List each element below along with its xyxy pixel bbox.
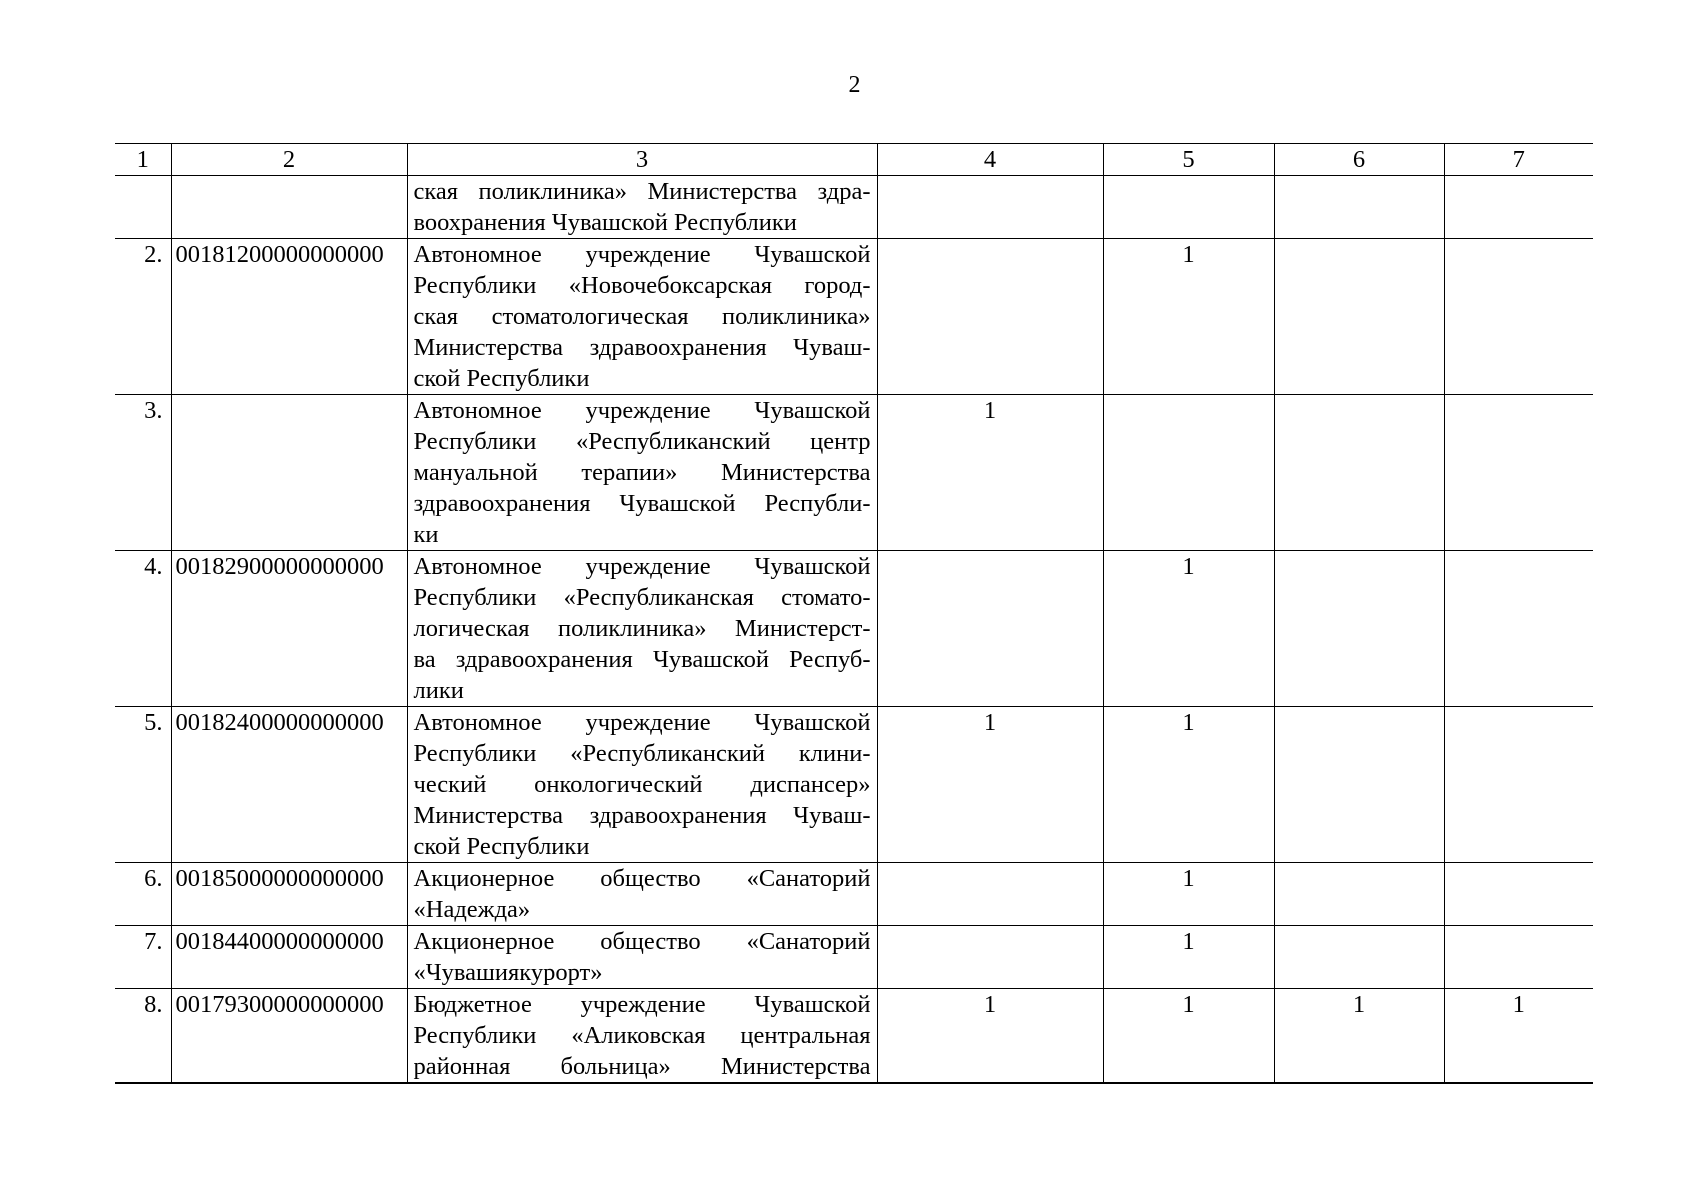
- row-organization-name: [407, 239, 877, 395]
- row-value-col5: [1103, 176, 1274, 239]
- row-value-col7: [1444, 551, 1593, 707]
- name-line: Автономное учреждение Чувашской: [413, 553, 871, 580]
- name-line: воохранения Чувашской Республики: [413, 209, 797, 236]
- row-value-col6: [1274, 395, 1444, 551]
- row-value-col4: [877, 176, 1103, 239]
- row-code: 00181200000000000: [171, 239, 407, 395]
- row-value-col6: 1: [1274, 989, 1444, 1084]
- row-value-col4: 1: [877, 707, 1103, 863]
- row-value-col5: 1: [1103, 707, 1274, 863]
- row-organization-name: [407, 989, 877, 1084]
- name-line: Республики «Республиканский клини-: [413, 740, 871, 767]
- page-number: 2: [848, 72, 861, 98]
- header-cell-7: 7: [1444, 144, 1593, 176]
- row-value-col7: [1444, 176, 1593, 239]
- header-row: [115, 144, 1593, 176]
- name-line: логическая поликлиника» Министерст-: [413, 615, 871, 642]
- row-code: [171, 395, 407, 551]
- row-organization-name: [407, 395, 877, 551]
- name-line: Республики «Новочебоксарская город-: [413, 272, 871, 299]
- name-line: ки: [413, 521, 439, 548]
- name-line: мануальной терапии» Министерства: [413, 459, 871, 486]
- row-value-col5: 1: [1103, 239, 1274, 395]
- header-cell-6: 6: [1274, 144, 1444, 176]
- row-code: [171, 176, 407, 239]
- row-number: 8.: [115, 989, 171, 1084]
- table-row: [115, 989, 1593, 1084]
- row-value-col7: [1444, 707, 1593, 863]
- data-table: [115, 143, 1593, 1084]
- name-line: Республики «Республиканский центр: [413, 428, 871, 455]
- row-value-col6: [1274, 239, 1444, 395]
- name-line: «Чувашиякурорт»: [413, 959, 603, 986]
- row-value-col5: [1103, 395, 1274, 551]
- row-number: 2.: [115, 239, 171, 395]
- header-cell-3: 3: [407, 144, 877, 176]
- row-value-col5: 1: [1103, 551, 1274, 707]
- header-cell-4: 4: [877, 144, 1103, 176]
- row-value-col4: 1: [877, 395, 1103, 551]
- name-line: ческий онкологический диспансер»: [413, 771, 871, 798]
- row-number: 7.: [115, 926, 171, 989]
- row-code: 00182900000000000: [171, 551, 407, 707]
- row-value-col7: [1444, 239, 1593, 395]
- row-organization-name: [407, 863, 877, 926]
- row-value-col7: 1: [1444, 989, 1593, 1084]
- table-row: [115, 395, 1593, 551]
- name-line: ской Республики: [413, 833, 590, 860]
- row-value-col4: [877, 239, 1103, 395]
- header-cell-1: 1: [115, 144, 171, 176]
- row-value-col7: [1444, 926, 1593, 989]
- row-organization-name: [407, 551, 877, 707]
- row-value-col7: [1444, 395, 1593, 551]
- table-row: [115, 551, 1593, 707]
- name-line: ская поликлиника» Министерства здра-: [413, 178, 871, 205]
- row-organization-name: [407, 707, 877, 863]
- row-number: 5.: [115, 707, 171, 863]
- name-line: Министерства здравоохранения Чуваш-: [413, 802, 871, 829]
- name-line: ская стоматологическая поликлиника»: [413, 303, 871, 330]
- table-row: [115, 707, 1593, 863]
- row-value-col4: [877, 926, 1103, 989]
- table-row: [115, 176, 1593, 239]
- row-value-col4: [877, 863, 1103, 926]
- table-row: [115, 863, 1593, 926]
- header-cell-5: 5: [1103, 144, 1274, 176]
- name-line: Бюджетное учреждение Чувашской: [413, 991, 871, 1018]
- row-value-col6: [1274, 176, 1444, 239]
- row-number: 3.: [115, 395, 171, 551]
- row-value-col5: 1: [1103, 863, 1274, 926]
- row-value-col7: [1444, 863, 1593, 926]
- name-line: Автономное учреждение Чувашской: [413, 241, 871, 268]
- row-code: 00185000000000000: [171, 863, 407, 926]
- row-code: 00179300000000000: [171, 989, 407, 1084]
- name-line: лики: [413, 677, 464, 704]
- table-row: [115, 926, 1593, 989]
- name-line: Министерства здравоохранения Чуваш-: [413, 334, 871, 361]
- name-line: Автономное учреждение Чувашской: [413, 397, 871, 424]
- row-number: [115, 176, 171, 239]
- row-value-col5: 1: [1103, 989, 1274, 1084]
- row-value-col5: 1: [1103, 926, 1274, 989]
- row-number: 4.: [115, 551, 171, 707]
- name-line: Республики «Республиканская стомато-: [413, 584, 871, 611]
- name-line: районная больница» Министерства: [413, 1053, 871, 1080]
- name-line: здравоохранения Чувашской Республи-: [413, 490, 871, 517]
- row-value-col6: [1274, 707, 1444, 863]
- row-value-col6: [1274, 926, 1444, 989]
- row-value-col6: [1274, 551, 1444, 707]
- name-line: Акционерное общество «Санаторий: [413, 928, 871, 955]
- name-line: Республики «Аликовская центральная: [413, 1022, 871, 1049]
- row-organization-name: [407, 926, 877, 989]
- row-value-col4: 1: [877, 989, 1103, 1084]
- table-row: [115, 239, 1593, 395]
- name-line: Акционерное общество «Санаторий: [413, 865, 871, 892]
- row-number: 6.: [115, 863, 171, 926]
- row-value-col4: [877, 551, 1103, 707]
- name-line: Автономное учреждение Чувашской: [413, 709, 871, 736]
- row-organization-name: [407, 176, 877, 239]
- row-value-col6: [1274, 863, 1444, 926]
- name-line: ской Республики: [413, 365, 590, 392]
- row-code: 00182400000000000: [171, 707, 407, 863]
- name-line: «Надежда»: [413, 896, 531, 923]
- row-code: 00184400000000000: [171, 926, 407, 989]
- name-line: ва здравоохранения Чувашской Респуб-: [413, 646, 871, 673]
- header-cell-2: 2: [171, 144, 407, 176]
